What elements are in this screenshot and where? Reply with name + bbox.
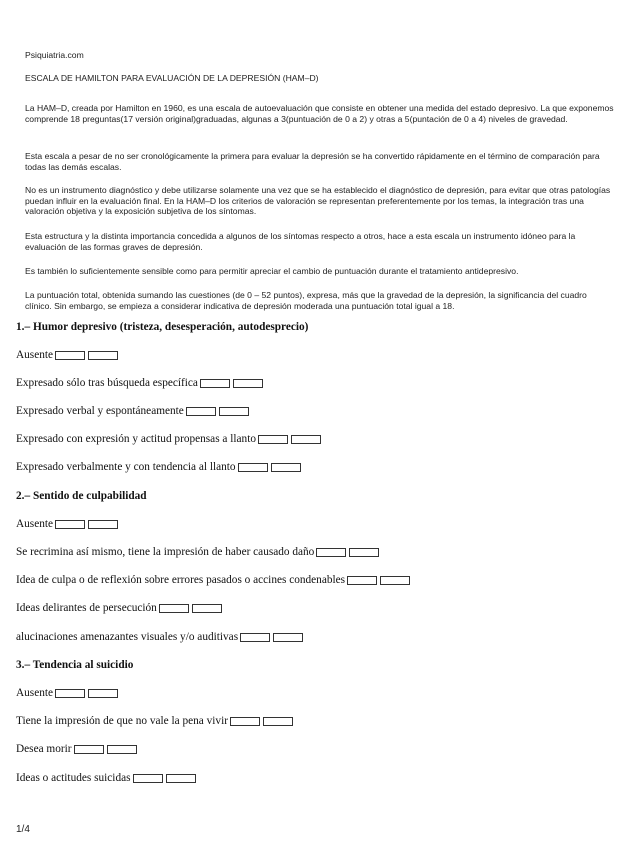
question-item (16, 631, 303, 643)
score-box[interactable] (291, 435, 321, 444)
score-box[interactable] (159, 604, 189, 613)
item-label: Expresado verbal y espontáneamente (16, 405, 184, 417)
intro-paragraph: La HAM–D, creada por Hamilton en 1960, es una escala de autoevaluación que consiste en obtener una medida del estado depresivo. La que exponemos comprende 18 preguntas(17 versión original)graduadas, algunas a 3(puntuación de 0 a 2) y otras a 5(puntación de 0 a 4) niveles de gravedad. (25, 103, 614, 124)
question-item (16, 772, 196, 784)
score-box[interactable] (88, 520, 118, 529)
score-box[interactable] (55, 689, 85, 698)
question-item (16, 405, 249, 417)
score-box[interactable] (230, 717, 260, 726)
item-label: Tiene la impresión de que no vale la pena vivir (16, 715, 228, 727)
item-label: Ideas o actitudes suicidas (16, 772, 131, 784)
question-item (16, 461, 301, 473)
section-heading: 2.– Sentido de culpabilidad (16, 490, 147, 502)
question-item (16, 715, 293, 727)
section-heading: 3.– Tendencia al suicidio (16, 659, 134, 671)
intro-paragraph: Esta estructura y la distinta importancia concedida a algunos de los síntomas respecto a otros, hace a esta escala un instrumento idóneo para la evaluación de las formas graves de depresión. (25, 231, 576, 252)
page-number: 1/4 (16, 824, 30, 835)
score-box[interactable] (349, 548, 379, 557)
item-label: Expresado verbalmente y con tendencia al llanto (16, 461, 236, 473)
question-item (16, 377, 263, 389)
question-item (16, 546, 379, 558)
item-label: Expresado con expresión y actitud propensas a llanto (16, 433, 256, 445)
question-item (16, 574, 410, 586)
score-box[interactable] (192, 604, 222, 613)
item-label: Ideas delirantes de persecución (16, 602, 157, 614)
intro-paragraph: Esta escala a pesar de no ser cronológicamente la primera para evaluar la depresión se ha convertido rápidamente en el término de comparación para todas las demás escalas. (25, 151, 600, 172)
item-label: Idea de culpa o de reflexión sobre errores pasados o accines condenables (16, 574, 346, 586)
score-box[interactable] (186, 407, 216, 416)
item-label: Ausente (16, 349, 54, 361)
question-item (16, 743, 137, 755)
site-name: Psiquiatria.com (25, 50, 84, 60)
question-item (16, 687, 118, 699)
item-label: alucinaciones amenazantes visuales y/o auditivas (16, 631, 239, 643)
score-box[interactable] (380, 576, 410, 585)
score-box[interactable] (219, 407, 249, 416)
item-label: Se recrimina así mismo, tiene la impresión de haber causado daño (16, 546, 315, 558)
score-box[interactable] (238, 463, 268, 472)
item-label: Expresado sólo tras búsqueda específica (16, 377, 198, 389)
intro-paragraph: No es un instrumento diagnóstico y debe utilizarse solamente una vez que se ha establecido el diagnóstico de depresión, para evitar que otras patologías puedan influir en la evaluación final. En la HAM–D los criterios de valoración se representan preferentemente por los temas, la integración tras una valoración objetiva y la exposición subjetiva de los síntomas. (25, 185, 611, 216)
score-box[interactable] (133, 774, 163, 783)
score-box[interactable] (55, 351, 85, 360)
score-box[interactable] (273, 633, 303, 642)
item-label: Desea morir (16, 743, 72, 755)
intro-paragraph: La puntuación total, obtenida sumando las cuestiones (de 0 – 52 puntos), expresa, más que la gravedad de la depresión, la significancia del cuadro clínico. Sin embargo, se empieza a considerar indicativa de depresión moderada una puntuación total igual a 18. (25, 290, 587, 311)
score-box[interactable] (166, 774, 196, 783)
document-title: ESCALA DE HAMILTON PARA EVALUACIÓN DE LA DEPRESIÓN (HAM–D) (25, 73, 319, 83)
intro-paragraph: Es también lo suficientemente sensible como para permitir apreciar el cambio de puntuación durante el tratamiento antidepresivo. (25, 266, 519, 276)
score-box[interactable] (263, 717, 293, 726)
question-item (16, 518, 118, 530)
score-box[interactable] (107, 745, 137, 754)
score-box[interactable] (55, 520, 85, 529)
question-item (16, 349, 118, 361)
item-label: Ausente (16, 518, 54, 530)
score-box[interactable] (347, 576, 377, 585)
item-label: Ausente (16, 687, 54, 699)
score-box[interactable] (258, 435, 288, 444)
question-item (16, 602, 222, 614)
score-box[interactable] (233, 379, 263, 388)
section-heading: 1.– Humor depresivo (tristeza, desesperación, autodesprecio) (16, 321, 309, 333)
score-box[interactable] (316, 548, 346, 557)
score-box[interactable] (200, 379, 230, 388)
score-box[interactable] (271, 463, 301, 472)
score-box[interactable] (240, 633, 270, 642)
score-box[interactable] (74, 745, 104, 754)
score-box[interactable] (88, 351, 118, 360)
score-box[interactable] (88, 689, 118, 698)
question-item (16, 433, 321, 445)
